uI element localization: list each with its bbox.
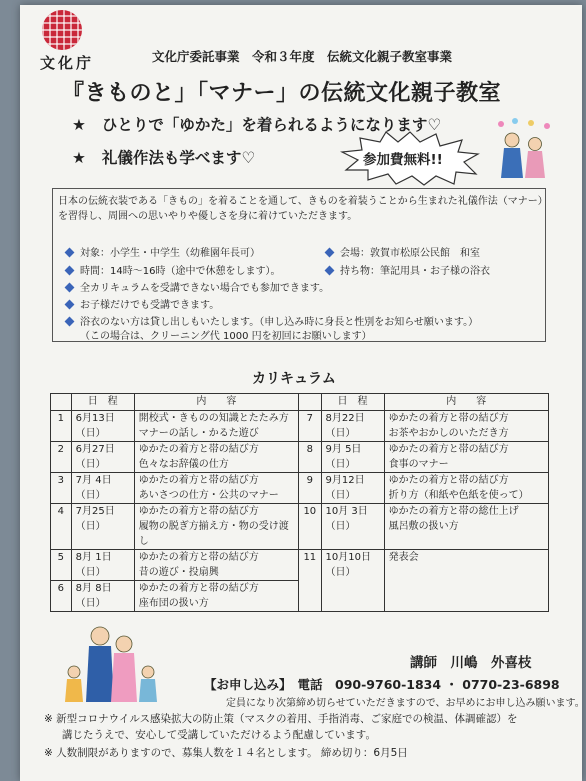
info-item-text: 対象：小学生・中学生（幼稚園年長可） [80, 248, 260, 259]
table-header-row [51, 394, 549, 411]
session-date [71, 442, 134, 473]
session-content [384, 550, 548, 612]
column-header-content: 内 容 [384, 394, 548, 411]
family-yukata-illustration [62, 622, 162, 704]
application-contact [204, 675, 560, 693]
session-content [384, 473, 548, 504]
info-item-target [64, 244, 260, 259]
diamond-bullet-icon [65, 317, 75, 327]
content-line: 食事のマナー [388, 459, 449, 470]
diamond-bullet-icon [65, 266, 75, 276]
date-text: 8月 8日 [75, 583, 112, 594]
date-text: 9月12日 [325, 475, 365, 486]
info-item-text: 全カリキュラムを受講できない場合でも参加できます。 [80, 283, 330, 294]
highlight-1-text: ひとりで「ゆかた」を着られるようになります♡ [101, 116, 442, 134]
weekday-text: （日） [75, 459, 106, 470]
weekday-text: （日） [325, 521, 356, 532]
session-number: 9 [299, 473, 321, 504]
column-header-date: 日 程 [71, 394, 134, 411]
content-line: 発表会 [388, 552, 419, 563]
content-line: 風呂敷の扱い方 [388, 521, 459, 532]
session-number: 10 [299, 504, 321, 550]
project-subheading: 文化庁委託事業 令和３年度 伝統文化親子教室事業 [152, 49, 453, 64]
session-content [134, 473, 298, 504]
info-item-text: 持ち物：筆記用具・お子様の浴衣 [340, 266, 490, 277]
session-number: 2 [51, 442, 72, 473]
diamond-bullet-icon [325, 248, 335, 258]
weekday-text: （日） [325, 567, 356, 578]
weekday-text: （日） [325, 490, 356, 501]
info-item-text: 会場：敦賀市松原公民館 和室 [340, 248, 480, 259]
info-item-venue [324, 244, 480, 259]
session-date [321, 442, 384, 473]
info-item-belongings [324, 262, 490, 277]
info-item-time [64, 262, 280, 277]
info-item-rental [64, 313, 478, 328]
content-line: ゆかたの着方と帯の結び方 [138, 583, 259, 594]
content-line: あいさつの仕方・公共のマナー [138, 490, 279, 501]
session-date [71, 581, 134, 612]
info-item-text: お子様だけでも受講できます。 [80, 300, 220, 311]
weekday-text: （日） [75, 490, 106, 501]
date-text: 7月 4日 [75, 475, 112, 486]
content-line: 色々なお辞儀の仕方 [138, 459, 229, 470]
session-content [384, 442, 548, 473]
weekday-text: （日） [325, 459, 356, 470]
content-line: お茶やおかしのいただき方 [388, 428, 509, 439]
content-line: ゆかたの着方と帯の総仕上げ [388, 506, 519, 517]
children-yukata-illustration [487, 118, 557, 180]
page-title: 『きものと」「マナー」の伝統文化親子教室 [62, 81, 502, 106]
session-number: 5 [51, 550, 72, 581]
session-date [321, 411, 384, 442]
lecturer-name: 講師 川嶋 外喜枝 [410, 655, 532, 671]
session-number: 6 [51, 581, 72, 612]
covid-note-2: 講じたうえで、安心して受講していただけるよう配慮しています。 [62, 729, 376, 741]
table-row [51, 473, 549, 504]
session-date [321, 473, 384, 504]
capacity-note: ※ 人数制限がありますので、募集人数を１４名とします。 締め切り：6月5日 [44, 747, 408, 759]
agency-logo-text: 文化庁 [40, 54, 95, 72]
content-line: 開校式・きものの知識とたたみ方 [138, 413, 289, 424]
session-date [321, 550, 384, 612]
content-line: ゆかたの着方と帯の結び方 [388, 475, 509, 486]
content-line: マナーの話し・かるた遊び [138, 428, 259, 439]
content-line: 昔の遊び・投扇興 [138, 567, 219, 578]
content-line: ゆかたの着方と帯の結び方 [138, 552, 259, 563]
weekday-text: （日） [325, 428, 356, 439]
info-item-cleaning: （この場合は、クリーニング代 1000 円を初回にお願いします） [80, 331, 372, 342]
weekday-text: （日） [75, 567, 106, 578]
content-line: ゆかたの着方と帯の結び方 [138, 444, 259, 455]
table-row [51, 442, 549, 473]
weekday-text: （日） [75, 428, 106, 439]
session-content [384, 504, 548, 550]
session-content [134, 581, 298, 612]
info-item-children [64, 296, 219, 311]
column-header-date: 日 程 [321, 394, 384, 411]
covid-note-1: ※ 新型コロナウイルス感染拡大の防止策（マスクの着用、手指消毒、ご家庭での検温、体調確認）を [44, 713, 518, 725]
phone-numbers: 電話 090-9760-1834 ・ 0770-23-6898 [297, 677, 560, 692]
content-line: 折り方（和紙や色紙を使って） [388, 490, 529, 501]
date-text: 6月27日 [75, 444, 115, 455]
session-number: 4 [51, 504, 72, 550]
star-icon: ★ [72, 116, 86, 134]
session-date [71, 504, 134, 550]
content-line: ゆかたの着方と帯の結び方 [138, 506, 259, 517]
session-number: 11 [299, 550, 321, 612]
agency-logo-emblem [42, 10, 82, 50]
date-text: 8月 1日 [75, 552, 112, 563]
session-content [384, 411, 548, 442]
diamond-bullet-icon [65, 283, 75, 293]
date-text: 8月22日 [325, 413, 365, 424]
diamond-bullet-icon [325, 266, 335, 276]
session-content [134, 550, 298, 581]
highlight-2 [72, 146, 255, 168]
session-number: 7 [299, 411, 321, 442]
table-row [51, 411, 549, 442]
session-date [71, 411, 134, 442]
session-number: 3 [51, 473, 72, 504]
weekday-text: （日） [75, 598, 106, 609]
table-row [51, 550, 549, 581]
info-item-text: 時間：14時～16時（途中で休憩をします）。 [80, 266, 281, 277]
session-date [71, 473, 134, 504]
application-note: 定員になり次第締め切らせていただきますので、お早めにお申し込み願います。 [226, 698, 585, 709]
date-text: 7月25日 [75, 506, 115, 517]
session-number: 8 [299, 442, 321, 473]
date-text: 6月13日 [75, 413, 115, 424]
diamond-bullet-icon [65, 300, 75, 310]
curriculum-table [50, 393, 549, 612]
star-icon: ★ [72, 149, 86, 167]
table-row [51, 504, 549, 550]
session-number: 1 [51, 411, 72, 442]
session-date [71, 550, 134, 581]
date-text: 10月 3日 [325, 506, 368, 517]
highlight-2-text: 礼儀作法も学べます♡ [101, 149, 256, 167]
info-item-text: 浴衣のない方は貸し出しもいたします。（申し込み時に身長と性別をお知らせ願います。） [80, 317, 479, 328]
session-content [134, 442, 298, 473]
content-line: ゆかたの着方と帯の結び方 [388, 444, 509, 455]
apply-label: 【お申し込み】 [204, 677, 292, 692]
column-header-content: 内 容 [134, 394, 298, 411]
session-content [134, 504, 298, 550]
content-line: ゆかたの着方と帯の結び方 [138, 475, 259, 486]
content-line: ゆかたの着方と帯の結び方 [388, 413, 509, 424]
free-participation-badge: 参加費無料!! [363, 152, 443, 168]
content-line: 履物の脱ぎ方揃え方・物の受け渡し [138, 521, 289, 547]
session-content [134, 411, 298, 442]
info-item-partial [64, 279, 329, 294]
intro-text: 日本の伝統衣装である「きもの」を着ることを通して、きものを着装うことから生まれた礼儀作法（マナー）を習得し、周囲への思いやりや優しさを身に着けていただきます。 [58, 196, 543, 222]
weekday-text: （日） [75, 521, 106, 532]
curriculum-title: カリキュラム [252, 371, 336, 387]
date-text: 9月 5日 [325, 444, 362, 455]
content-line: 座布団の扱い方 [138, 598, 209, 609]
date-text: 10月10日 [325, 552, 371, 563]
diamond-bullet-icon [65, 248, 75, 258]
session-date [321, 504, 384, 550]
